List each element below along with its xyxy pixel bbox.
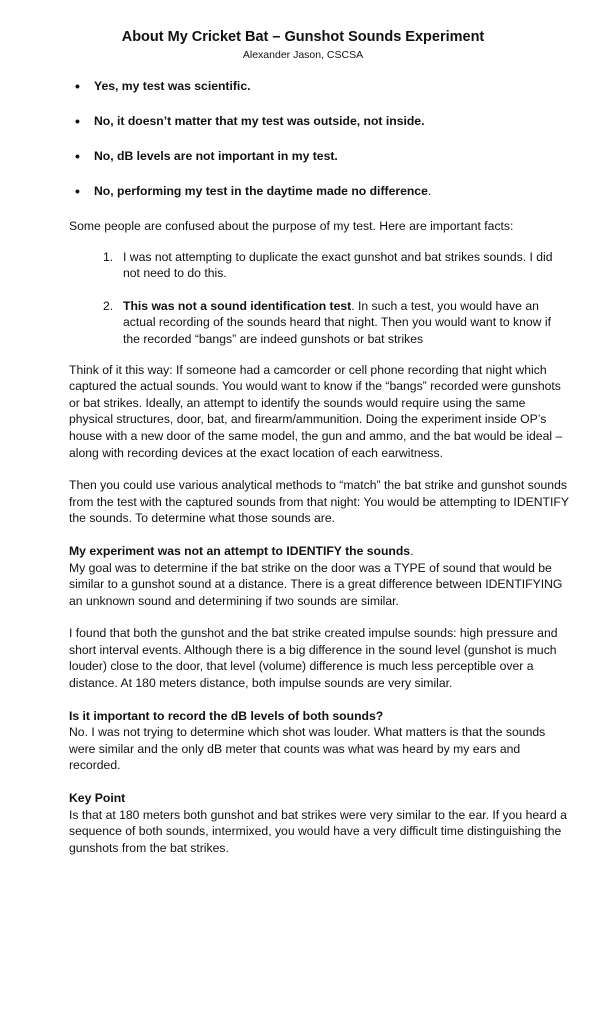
document-author: Alexander Jason, CSCSA <box>242 49 364 61</box>
identify-paragraph: My goal was to determine if the bat strike on the door was a TYPE of sound that would be similar to a gunshot sound at a distance. There is a great difference between IDENTIFYING an unknown sound and determining if two sounds are similar. <box>69 560 563 608</box>
bullet-item: • Yes, my test was scientific. <box>69 78 570 94</box>
db-heading: Is it important to record the dB levels of both sounds? <box>69 708 384 723</box>
fact-item: 2. This was not a sound identification test. In such a test, you would have an actual recording of the sounds heard that night. Then you would want to know if the recorded “bangs” are indeed gunshots or bat strikes <box>103 298 551 346</box>
fact-number: 1. <box>103 249 114 264</box>
impulse-paragraph: I found that both the gunshot and the bat strike created impulse sounds: high pressure and short interval events. Although there is a big difference in the sound level (gunshot is much louder) close to the door, that level (volume) difference is much less perceptible over a distance. At 180 meters distance, both impulse sounds are very similar. <box>69 626 558 691</box>
then-paragraph: Then you could use various analytical methods to “match” the bat strike and gunshot sounds from the test with the captured sounds from that night: You would be attempting to IDENTIFY the sounds. To determine what those sounds are. <box>69 478 569 526</box>
answer-bullet-list <box>69 78 570 199</box>
bullet-item: • No, performing my test in the daytime made no difference. <box>69 183 570 199</box>
fact-item: 1. I was not attempting to duplicate the exact gunshot and bat strikes sounds. I did not need to do this. <box>103 249 553 281</box>
facts-list <box>69 249 570 348</box>
intro-paragraph: Some people are confused about the purpose of my test. Here are important facts: <box>69 219 514 233</box>
key-point-paragraph: Is that at 180 meters both gunshot and bat strikes were very similar to the ear. If you heard a sequence of both sounds, intermixed, you would have a very difficult time distinguishing the gunshots from the bat strikes. <box>69 807 567 855</box>
fact-number: 2. <box>103 298 114 313</box>
identify-heading: My experiment was not an attempt to IDENTIFY the sounds. <box>69 543 414 558</box>
document-title: About My Cricket Bat – Gunshot Sounds Experiment <box>121 29 485 45</box>
key-point-heading: Key Point <box>69 791 126 806</box>
db-paragraph: No. I was not trying to determine which shot was louder. What matters is that the sounds were similar and the only dB meter that counts was what was heard by my ears and recorded. <box>69 725 546 773</box>
bullet-item: • No, it doesn’t matter that my test was outside, not inside. <box>69 113 570 129</box>
think-paragraph: Think of it this way: If someone had a camcorder or cell phone recording that night which captured the actual sounds. You would want to know if the “bangs” recorded were gunshots or bat strikes. Ideally, an attempt to identify the sounds would require using the same physical structures, door, bat, and firearm/ammunition. Doing the experiment inside OP’s house with a new door of the same model, the gun and ammo, and the bat would be ideal – along with recording devices at the exact location of each earwitness. <box>69 362 563 460</box>
bullet-item: • No, dB levels are not important in my test. <box>69 148 570 164</box>
